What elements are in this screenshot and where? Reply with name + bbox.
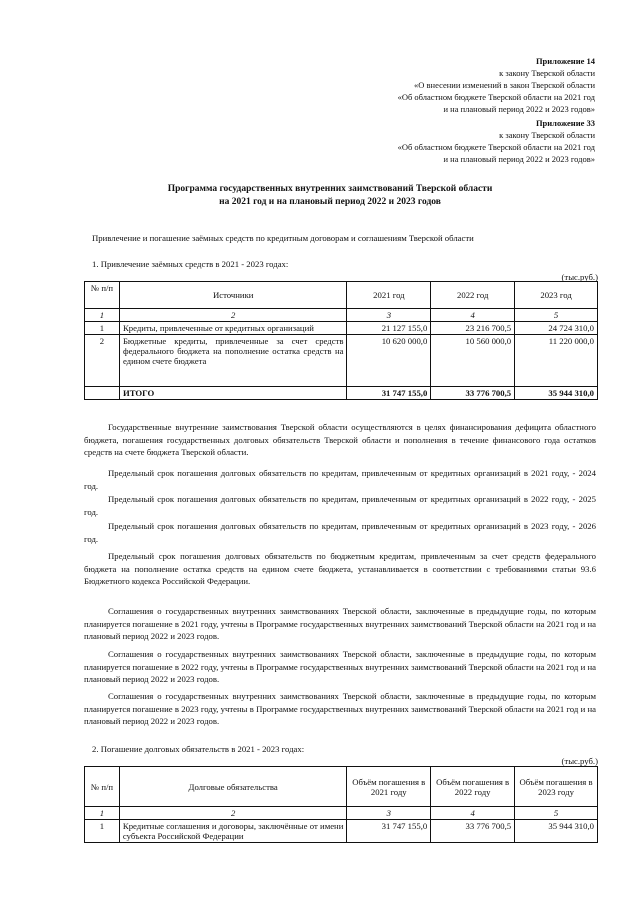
paragraph: Предельный срок погашения долговых обязательств по кредитам, привлеченным от кредитных организаций в 2023 году, - 2026 год.: [84, 521, 596, 544]
paragraph: Соглашения о государственных внутренних заимствованиях Тверской области, заключенные в предыдущие годы, по которым планируется погашение в 2022 году, учтены в Программе государственных внутренних заимствований Тверской области на 2021 год и на плановый период 2022 и 2023 годов.: [84, 649, 596, 684]
appendix-33-line: к закону Тверской области: [499, 130, 595, 140]
total-label: ИТОГО: [119, 387, 347, 400]
row-name: Бюджетные кредиты, привлеченные за счет средств федерального бюджета на пополнение остатка средств на едином счете бюджета: [119, 335, 347, 387]
borrowing-table: [84, 281, 598, 400]
appendix-33-line: и на плановый период 2022 и 2023 годов»: [443, 154, 595, 164]
row-num: 2: [85, 335, 120, 387]
paragraph: Предельный срок погашения долговых обязательств по бюджетным кредитам, привлеченным за счет средств федерального бюджета на пополнение остатка средств на едином счете бюджета, устанавливается в соответствии с требованиями статьи 93.6 Бюджетного кодекса Российской Федерации.: [84, 551, 596, 586]
header-2023: Объём погашения в 2023 году: [515, 767, 598, 807]
colnum: 3: [347, 309, 431, 322]
header-2021: 2021 год: [347, 282, 431, 309]
header-2022: 2022 год: [431, 282, 515, 309]
section-1-heading: 1. Привлечение заёмных средств в 2021 - 2023 годах:: [92, 259, 289, 269]
table-row: [85, 335, 598, 387]
header-obligations: Долговые обязательства: [119, 767, 346, 807]
row-2022: 33 776 700,5: [431, 820, 515, 843]
row-2023: 24 724 310,0: [515, 322, 598, 335]
row-name: Кредитные соглашения и договоры, заключённые от имени субъекта Российской Федерации: [119, 820, 346, 843]
table-row: [85, 322, 598, 335]
header-num: № п/п: [85, 767, 120, 807]
appendix-33-line: «Об областном бюджете Тверской области на 2021 год: [397, 142, 595, 152]
section-2-unit: (тыс.руб.): [561, 756, 598, 766]
repayment-table: [84, 766, 598, 843]
section-2-heading: 2. Погашение долговых обязательств в 2021 - 2023 годах:: [92, 744, 305, 754]
row-2023: 11 220 000,0: [515, 335, 598, 387]
colnum: 5: [515, 807, 598, 820]
appendix-14-line: «О внесении изменений в закон Тверской области: [414, 80, 595, 90]
header-num: № п/п: [85, 282, 120, 309]
total-row: [85, 387, 598, 400]
paragraph: Соглашения о государственных внутренних заимствованиях Тверской области, заключенные в предыдущие годы, по которым планируется погашение в 2023 году, учтены в Программе государственных внутренних заимствований Тверской области на 2021 год и на плановый период 2022 и 2023 годов.: [84, 691, 596, 726]
header-2022: Объём погашения в 2022 году: [431, 767, 515, 807]
title-line-2: на 2021 год и на плановый период 2022 и 2023 годов: [219, 197, 441, 207]
row-2021: 10 620 000,0: [347, 335, 431, 387]
row-2021: 21 127 155,0: [347, 322, 431, 335]
row-2023: 35 944 310,0: [515, 820, 598, 843]
row-num: 1: [85, 820, 120, 843]
paragraph: Государственные внутренние заимствования Тверской области осуществляются в целях финансирования дефицита областного бюджета, погашения государственных долговых обязательств Тверской области и пополнения в течение финансового года остатков средств на счете бюджета Тверской области.: [84, 422, 596, 457]
table-row: [85, 820, 598, 843]
header-2021: Объём погашения в 2021 году: [347, 767, 431, 807]
appendix-14-heading: Приложение 14: [535, 56, 595, 66]
total-2022: 33 776 700,5: [431, 387, 515, 400]
colnum: 4: [431, 309, 515, 322]
row-2021: 31 747 155,0: [347, 820, 431, 843]
header-sources: Источники: [119, 282, 347, 309]
row-num: 1: [85, 322, 120, 335]
row-name: Кредиты, привлеченные от кредитных организаций: [119, 322, 347, 335]
appendix-33-heading: Приложение 33: [535, 118, 595, 128]
appendix-14-line: и на плановый период 2022 и 2023 годов»: [443, 104, 595, 114]
appendix-14-line: к закону Тверской области: [499, 68, 595, 78]
colnum: 1: [85, 807, 120, 820]
title-line-1: Программа государственных внутренних заимствований Тверской области: [167, 184, 493, 194]
document-title: [60, 183, 600, 209]
appendix-14-block: [275, 55, 595, 115]
colnum: 5: [515, 309, 598, 322]
colnum: 2: [119, 807, 346, 820]
appendix-14-line: «Об областном бюджете Тверской области на 2021 год: [397, 92, 595, 102]
total-2021: 31 747 155,0: [347, 387, 431, 400]
subtitle: Привлечение и погашение заёмных средств по кредитным договорам и соглашениям Тверской области: [92, 233, 474, 243]
colnum: 1: [85, 309, 120, 322]
row-2022: 23 216 700,5: [431, 322, 515, 335]
colnum: 2: [119, 309, 347, 322]
header-2023: 2023 год: [515, 282, 598, 309]
paragraph: Предельный срок погашения долговых обязательств по кредитам, привлеченным от кредитных организаций в 2022 году, - 2025 год.: [84, 494, 596, 517]
total-2023: 35 944 310,0: [515, 387, 598, 400]
section-1-unit: (тыс.руб.): [561, 272, 598, 282]
colnum: 3: [347, 807, 431, 820]
colnum: 4: [431, 807, 515, 820]
row-2022: 10 560 000,0: [431, 335, 515, 387]
paragraph: Соглашения о государственных внутренних заимствованиях Тверской области, заключенные в предыдущие годы, по которым планируется погашение в 2021 году, учтены в Программе государственных внутренних заимствований Тверской области на 2021 год и на плановый период 2022 и 2023 годов.: [84, 606, 596, 641]
appendix-33-block: [275, 117, 595, 165]
paragraph: Предельный срок погашения долговых обязательств по кредитам, привлеченным от кредитных организаций в 2021 году, - 2024 год.: [84, 468, 596, 491]
